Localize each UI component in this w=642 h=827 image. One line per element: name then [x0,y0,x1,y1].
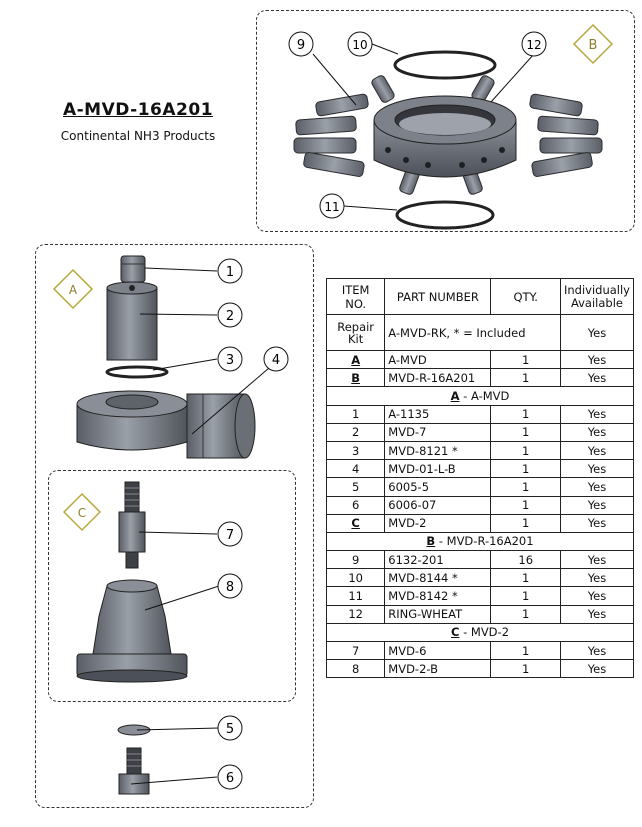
callout-12 [522,32,546,56]
parts-list-table [326,278,634,678]
item-cell: 1 [327,405,385,423]
section-header-c [327,623,634,641]
qty-cell: 1 [491,569,560,587]
svg-text:7: 7 [225,528,235,543]
section-c-letter: C [450,625,460,640]
callout-1 [218,259,242,283]
svg-text:11: 11 [324,200,340,214]
repair-kit-label: Repair Kit [327,315,385,351]
callout-4 [264,347,288,371]
part-cell: A-1135 [385,405,491,423]
part-cell: MVD-2-B [385,660,491,678]
callout-10 [348,32,372,56]
section-a-letter: A [450,388,460,403]
svg-text:3: 3 [225,353,235,368]
header-individually-available: Individually Available [560,279,633,315]
o-ring-10 [395,52,495,78]
qty-cell: 1 [491,460,560,478]
item-cell: 5 [327,478,385,496]
table-row [327,587,634,605]
svg-text:9: 9 [296,38,306,53]
section-a-text: - A-MVD [459,388,510,403]
header-part-number: PART NUMBER [385,279,491,315]
avail-cell: Yes [560,587,633,605]
qty-cell: 1 [491,514,560,532]
callout-2 [218,303,242,327]
item-cell: 2 [327,423,385,441]
repair-kit-row [327,315,634,351]
item-cell: 7 [327,642,385,660]
table-row [327,478,634,496]
avail-cell: Yes [560,551,633,569]
item-cell: 12 [327,605,385,623]
table-row [327,405,634,423]
avail-cell: Yes [560,478,633,496]
table-row [327,369,634,387]
qty-cell: 16 [491,551,560,569]
part-cell: MVD-7 [385,423,491,441]
qty-cell: 1 [491,405,560,423]
part-1-plug [121,256,145,282]
qty-cell: 1 [491,423,560,441]
item-cell: 8 [327,660,385,678]
item-cell: C [351,516,360,531]
qty-cell: 1 [491,642,560,660]
qty-cell: 1 [491,496,560,514]
svg-text:1: 1 [225,265,235,280]
o-ring-11 [397,202,493,228]
callout-7 [218,522,242,546]
avail-cell: Yes [560,351,633,369]
repair-kit-avail: Yes [560,315,633,351]
part-cell: A-MVD [385,351,491,369]
table-row [327,551,634,569]
table-row [327,423,634,441]
part-cell: MVD-8144 * [385,569,491,587]
avail-cell: Yes [560,514,633,532]
part-7-stem [119,482,145,568]
table-row [327,460,634,478]
item-cell: 11 [327,587,385,605]
part-8-seat [77,580,187,682]
header-item-no: ITEM NO. [327,279,385,315]
manifold-body [374,96,516,177]
section-b-letter: B [426,534,436,549]
svg-text:A: A [68,283,78,297]
part-4-valve-body [77,391,255,458]
item-cell: 9 [327,551,385,569]
part-2-hex-body [107,282,157,360]
avail-cell: Yes [560,642,633,660]
part-cell: RING-WHEAT [385,605,491,623]
item-cell: 6 [327,496,385,514]
avail-cell: Yes [560,660,633,678]
svg-text:C: C [77,506,87,520]
part-3-o-ring [107,367,167,377]
avail-cell: Yes [560,605,633,623]
svg-text:6: 6 [225,771,235,786]
part-cell: MVD-6 [385,642,491,660]
part-cell: 6132-201 [385,551,491,569]
avail-cell: Yes [560,369,633,387]
table-row [327,605,634,623]
part-cell: 6006-07 [385,496,491,514]
valve-assembly-drawing [35,244,314,808]
callout-8 [218,574,242,598]
table-row [327,496,634,514]
qty-cell: 1 [491,587,560,605]
section-header-a [327,387,634,405]
diamond-c-marker [64,494,100,530]
callout-9 [289,32,313,56]
part-cell: MVD-8142 * [385,587,491,605]
table-row [327,569,634,587]
part-6-bolt [119,748,149,794]
svg-text:12: 12 [526,38,542,52]
part-cell: 6005-5 [385,478,491,496]
section-c-text: - MVD-2 [459,625,510,640]
avail-cell: Yes [560,569,633,587]
table-row [327,441,634,459]
qty-cell: 1 [491,605,560,623]
svg-text:2: 2 [225,309,235,324]
table-row [327,514,634,532]
part-cell: MVD-2 [385,514,491,532]
callout-6 [218,765,242,789]
table-header-row [327,279,634,315]
item-cell: B [351,370,361,385]
svg-text:10: 10 [352,38,368,52]
table-row [327,642,634,660]
section-header-b [327,532,634,550]
avail-cell: Yes [560,496,633,514]
part-cell: MVD-R-16A201 [385,369,491,387]
table-row [327,660,634,678]
company-name: Continental NH3 Products [60,129,216,143]
callout-11 [320,194,344,218]
item-cell: 3 [327,441,385,459]
svg-text:8: 8 [225,580,235,595]
item-cell: 10 [327,569,385,587]
part-cell: MVD-01-L-B [385,460,491,478]
repair-kit-part: A-MVD-RK, * = Included [385,315,561,351]
svg-text:4: 4 [271,353,281,368]
avail-cell: Yes [560,423,633,441]
qty-cell: 1 [491,441,560,459]
qty-cell: 1 [491,660,560,678]
svg-text:5: 5 [225,722,235,737]
qty-cell: 1 [491,369,560,387]
avail-cell: Yes [560,441,633,459]
callout-3 [218,347,242,371]
avail-cell: Yes [560,405,633,423]
diamond-b-marker [574,25,612,63]
item-cell: A [351,352,361,367]
diamond-a-marker [54,270,92,308]
table-row [327,351,634,369]
svg-text:B: B [588,38,598,53]
manifold-assembly-drawing [256,10,635,232]
avail-cell: Yes [560,460,633,478]
qty-cell: 1 [491,478,560,496]
callout-5 [218,716,242,740]
item-cell: 4 [327,460,385,478]
qty-cell: 1 [491,351,560,369]
part-cell: MVD-8121 * [385,441,491,459]
drawing-title: A-MVD-16A201 [62,100,214,120]
header-qty: QTY. [491,279,560,315]
section-b-text: - MVD-R-16A201 [435,534,534,549]
